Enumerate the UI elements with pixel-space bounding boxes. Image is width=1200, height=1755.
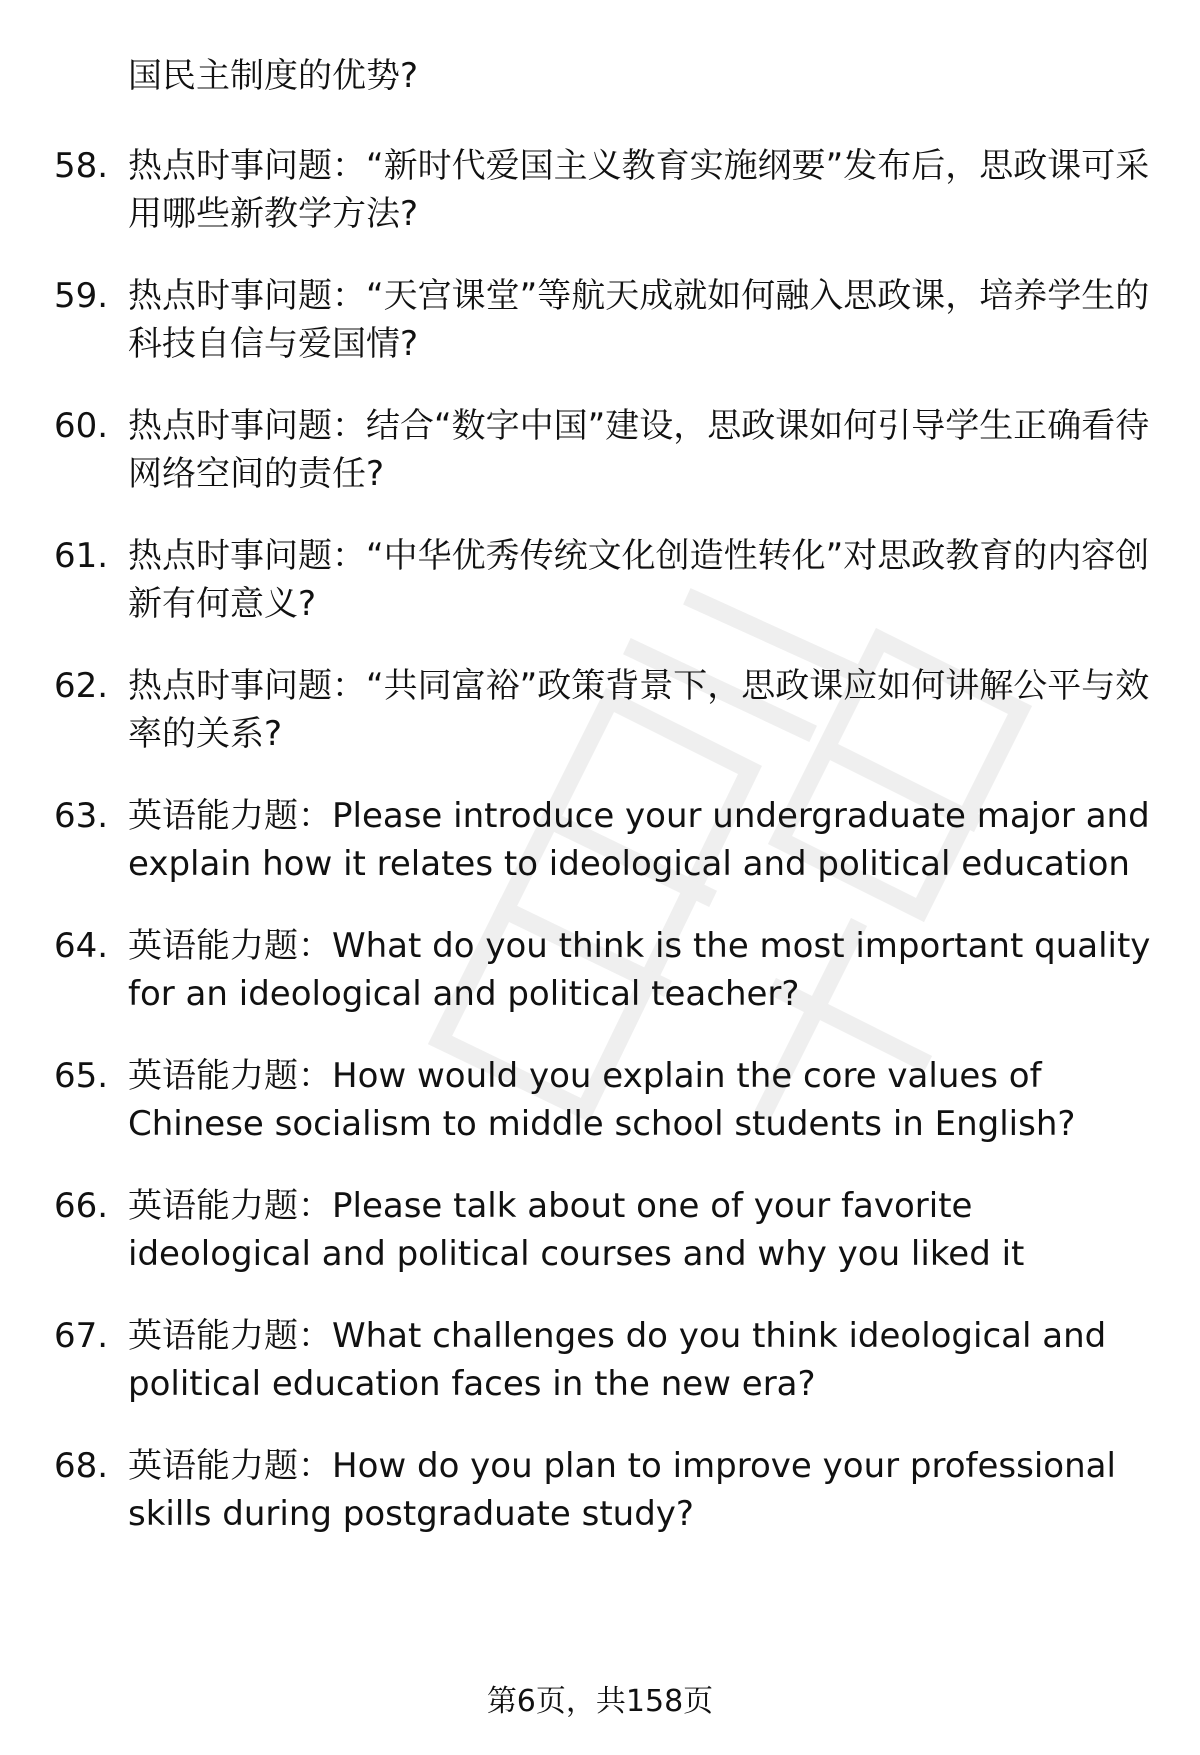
question-number: 65. [54, 1056, 109, 1096]
question-number: 64. [54, 926, 109, 966]
question-item [54, 272, 1154, 368]
question-text: 英语能力题：How do you plan to improve your professional skills during postgraduate study? [128, 1446, 1116, 1534]
question-item [54, 792, 1154, 888]
question-number: 60. [54, 406, 109, 446]
page-number-label: 第6页，共158页 [486, 1684, 714, 1719]
question-item [54, 1052, 1154, 1148]
question-item [54, 402, 1154, 498]
question-text: 热点时事问题：“中华优秀传统文化创造性转化”对思政教育的内容创新有何意义? [128, 536, 1150, 624]
question-item [54, 142, 1154, 238]
question-number: 59. [54, 276, 109, 316]
question-text: 英语能力题：What challenges do you think ideological and political education faces in the new era? [128, 1316, 1107, 1404]
intro-text: 国民主制度的优势? [128, 56, 419, 96]
question-item [54, 1442, 1154, 1538]
question-item [54, 1182, 1154, 1278]
question-number: 68. [54, 1446, 109, 1486]
question-number: 58. [54, 146, 109, 186]
question-number: 63. [54, 796, 109, 836]
question-item [54, 922, 1154, 1018]
page-footer [0, 1682, 1200, 1722]
question-item [54, 532, 1154, 628]
question-item [54, 1312, 1154, 1408]
question-text: 英语能力题：What do you think is the most important quality for an ideological and political teacher? [128, 926, 1151, 1014]
question-number: 61. [54, 536, 109, 576]
question-list-section [54, 52, 1154, 1572]
question-text: 英语能力题：How would you explain the core values of Chinese socialism to middle school students in English? [128, 1056, 1076, 1144]
question-number: 62. [54, 666, 109, 706]
question-number: 66. [54, 1186, 109, 1226]
question-number: 67. [54, 1316, 109, 1356]
question-text: 英语能力题：Please talk about one of your favorite ideological and political courses and why you liked it [128, 1186, 1025, 1274]
question-text: 热点时事问题：“新时代爱国主义教育实施纲要”发布后，思政课可采用哪些新教学方法? [128, 146, 1150, 234]
question-list [54, 142, 1154, 1538]
question-text: 英语能力题：Please introduce your undergraduate major and explain how it relates to ideological and political education [128, 796, 1150, 884]
question-item [54, 662, 1154, 758]
question-text: 热点时事问题：“天宫课堂”等航天成就如何融入思政课，培养学生的科技自信与爱国情? [128, 276, 1150, 364]
question-text: 热点时事问题：“共同富裕”政策背景下，思政课应如何讲解公平与效率的关系? [128, 666, 1150, 754]
question-text: 热点时事问题：结合“数字中国”建设，思政课如何引导学生正确看待网络空间的责任? [128, 406, 1150, 494]
